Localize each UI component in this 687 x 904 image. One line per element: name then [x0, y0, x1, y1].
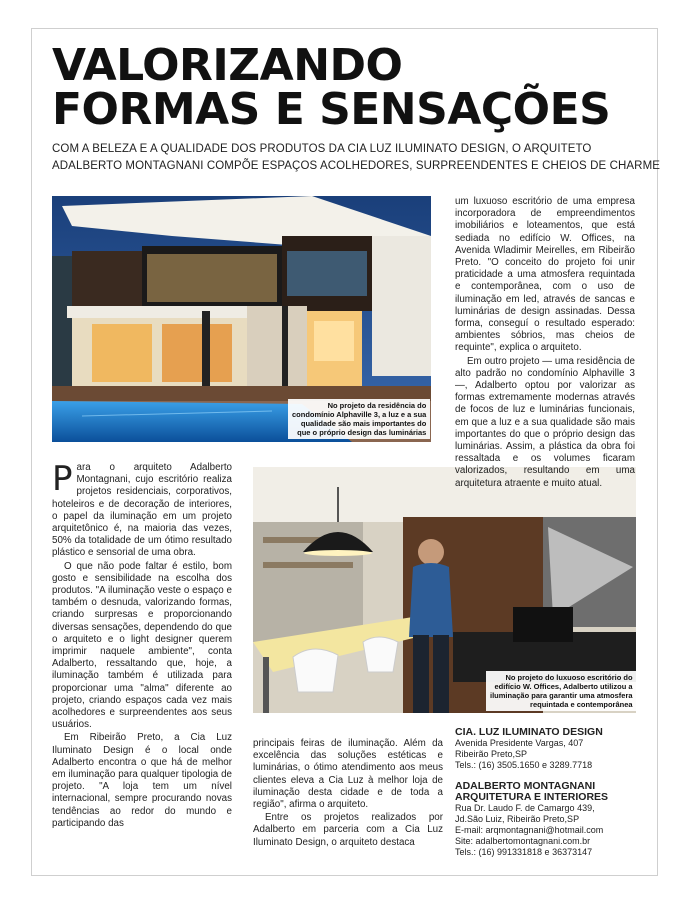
company-name: ARQUITETURA E INTERIORES — [455, 791, 609, 803]
article-paragraph: O que não pode faltar é estilo, bom gosto e sensibilidade na escolha dos produtos. "A iluminação veste o espaço e também o desnuda, valorizando formas, criando surpresas e proporcionando diversas sensações, dependendo do que o arquiteto e o light designer querem imprimir naquele ambiente", conta Adalberto, ressaltando que, hoje, a iluminação também é utilizada para proporcionar uma "alma" diferente ao projeto, criando espaços cada vez mais acolhedores e surpreendentes aos seus usuários. — [52, 560, 232, 731]
contact-line: Ribeirão Preto,SP — [455, 749, 528, 759]
article-column-3 — [455, 196, 635, 491]
contact-line: Tels.: (16) 991331818 e 36373147 — [455, 847, 593, 857]
contact-line: Rua Dr. Laudo F. de Camargo 439, — [455, 803, 595, 813]
article-title — [52, 40, 611, 135]
house-photo-caption — [288, 399, 430, 439]
title-line-2: FORMAS E SENSAÇÕES — [52, 84, 611, 135]
article-paragraph: principais feiras de iluminação. Além da excelência das soluções estéticas e luminárias, o ótimo atendimento aos meus clientes eleva a Cia Luz à melhor loja de iluminação desta cidade e de toda a região", afirma o arquiteto. — [253, 738, 443, 811]
contact-line: Jd.São Luiz, Ribeirão Preto,SP — [455, 814, 580, 824]
article-paragraph: Em outro projeto — uma residência de alto padrão no condomínio Alphaville 3 —, Adalberto optou por valorizar as formas extremamente modernas através de focos de luz e luminárias funcionais, em que a luz e a sua qualidade são mais importantes do que o próprio design das luminárias. Assim, a plástica da obra foi ressaltada e os volumes ficaram valorizados, resultando em uma arquitetura atraente e muito atual. — [455, 355, 635, 489]
contact-line: Tels.: (16) 3505.1650 e 3289.7718 — [455, 760, 593, 770]
company-name: CIA. LUZ ILUMINATO DESIGN — [455, 726, 603, 738]
contact-email: E-mail: arqmontagnani@hotmail.com — [455, 825, 604, 835]
article-paragraph: um luxuoso escritório de uma empresa incorporadora de empreendimentos imobiliários e loteamentos, que está sediada no edifício W. Offices, na Avenida Wladimir Meirelles, em Ribeirão Preto. "O conceito do projeto foi unir praticidade a uma atmosfera requintada e contemporânea, com o uso de iluminação em led, através de sancas e luminárias de design assinadas. Dessa forma, conseguí o resultado esperado: ambientes sóbrios, mas cheios de requinte", explica o arquiteto. — [455, 196, 635, 354]
caption-line: condomínio Alphaville 3, a luz e a sua — [292, 410, 427, 419]
contact-cia-luz — [455, 727, 655, 771]
article-paragraph — [52, 459, 232, 560]
article-column-1 — [52, 459, 232, 831]
article-column-2 — [253, 738, 443, 850]
article-paragraph: Entre os projetos realizados por Adalberto em parceria com a Cia Luz Iluminato Design, o arquiteto destaca — [253, 812, 443, 848]
subtitle-line-1: COM A BELEZA E A QUALIDADE DOS PRODUTOS DA CIA LUZ ILUMINATO DESIGN, O ARQUITETO — [52, 143, 592, 155]
company-name: ADALBERTO MONTAGNANI — [455, 780, 596, 792]
drop-cap: P — [52, 459, 73, 499]
contact-adalberto — [455, 781, 655, 858]
caption-line: edifício W. Offices, Adalberto utilizou a — [494, 682, 633, 691]
caption-line: No projeto do luxuoso escritório do — [505, 673, 633, 682]
caption-line: requintada e contemporânea — [530, 700, 633, 709]
contact-line: Avenida Presidente Vargas, 407 — [455, 738, 584, 748]
caption-line: qualidade são mais importantes do — [300, 419, 427, 428]
office-photo-caption — [486, 671, 637, 711]
paragraph-text: ara o arquiteto Adalberto Montagnani, cujo escritório realiza projetos residenciais, corporativos, hoteleiros e de decoração de interiores, o papel da iluminação em um projeto arquitetônico é, na maioria das vezes, 50% da totalidade de um ótimo resultado plástico e sensorial de uma obra. — [52, 462, 232, 559]
caption-line: que o próprio design das luminárias — [297, 428, 427, 437]
article-paragraph: Em Ribeirão Preto, a Cia Luz Iluminato Design é o local onde Adalberto encontra o que há de melhor em iluminação para qualquer tipologia de projeto. "A loja tem um nível internacional, sempre procurando novas tendências ao redor do mundo e participando das — [52, 732, 232, 829]
contact-site: Site: adalbertomontagnani.com.br — [455, 836, 591, 846]
title-line-1: VALORIZANDO — [52, 40, 403, 91]
subtitle-line-2: ADALBERTO MONTAGNANI COMPÕE ESPAÇOS ACOLHEDORES, SURPREENDENTES E CHEIOS DE CHARME — [52, 160, 661, 172]
caption-line: iluminação para garantir uma atmosfera — [490, 691, 633, 700]
article-subtitle — [52, 141, 661, 175]
caption-line: No projeto da residência do — [327, 401, 427, 410]
